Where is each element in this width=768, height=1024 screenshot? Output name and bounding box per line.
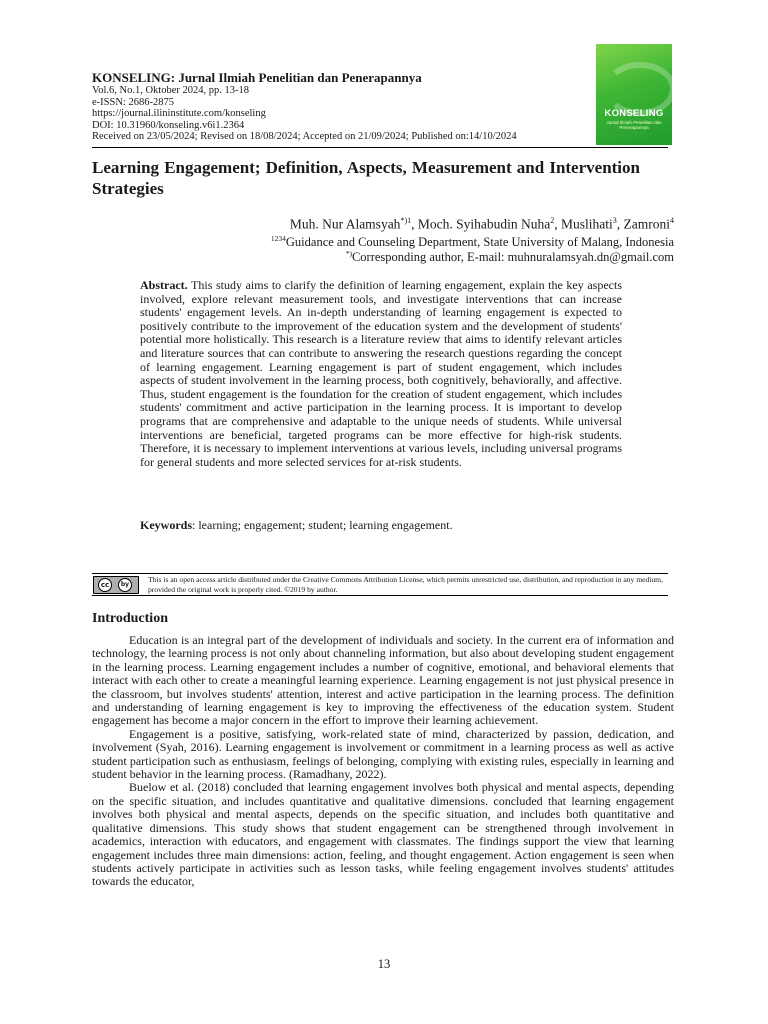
journal-cover-image [596, 44, 672, 145]
doi[interactable]: DOI: 10.31960/konseling.v6i1.2364 [92, 119, 245, 131]
author-sup: 3 [612, 216, 617, 225]
keywords [140, 518, 453, 532]
journal-url[interactable]: https://journal.ilininstitute.com/konseling [92, 108, 266, 120]
corresponding-sup: *) [345, 249, 352, 258]
attribution-icon: by [118, 578, 132, 592]
eissn: e-ISSN: 2686-2875 [92, 96, 174, 108]
abstract [140, 279, 622, 469]
introduction-body [92, 634, 674, 889]
author-name: Moch. Syihabudin Nuha [417, 216, 551, 232]
cover-journal-name: KONSELING [604, 108, 664, 119]
keywords-label: Keywords [140, 518, 192, 532]
author-sup: *)1 [400, 216, 412, 225]
author-name: Zamroni [623, 216, 670, 232]
article-title: Learning Engagement; Definition, Aspects, Measurement and Intervention Strategies [92, 158, 640, 198]
abstract-text: This study aims to clarify the definition of learning engagement, explain the key aspects involved, explore relevant measurement tools, and investigate interventions that can increase students' engagement levels. An in-depth understanding of learning engagement is expected to positively contribute to the improvement of the education system and the development of students' potential more holistically. This research is a literature review that aims to identify relevant articles and literature sources that can contribute to answering the research questions regarding the concept of learning engagement. Learning engagement is part of student engagement, which includes aspects of student involvement in the learning process, both cognitively, behaviorally, and affective. Thus, student engagement is the foundation for the creation of student engagement, which includes students' commitment and active participation in the learning process. It is important to develop programs that are comprehensive and adaptable to the unique needs of students. While universal interventions are beneficial, targeted programs can be more effective for high-risk students. Therefore, it is necessary to implement interventions at various levels, including universal programs for general students and more selected services for at-risk students. [140, 278, 622, 469]
journal-title: KONSELING: Jurnal Ilmiah Penelitian dan Penerapannya [92, 70, 422, 85]
affiliation-sup: 1234 [270, 234, 286, 243]
paragraph: Engagement is a positive, satisfying, work-related state of mind, characterized by passion, dedication, and involvement (Syah, 2016). Learning engagement is involvement or commitment in a learning process as well as active student participation such as enthusiasm, feelings of belonging, complying with existing rules, especially in learning and student behavior in the learning process. (Ramadhany, 2022). [92, 726, 674, 782]
author-list: Muh. Nur Alamsyah$^{*)1}$, Moch. Syihabudin Nuha$^2$, Muslihati$^3$, Zamroni$^4$ [289, 216, 674, 232]
header-divider [92, 147, 668, 148]
author-sup: 4 [670, 216, 674, 225]
journal-header [92, 70, 572, 143]
corresponding-author [346, 247, 674, 264]
author-name: Muslihati [560, 216, 613, 232]
abstract-label: Abstract. [140, 278, 188, 292]
corresponding-text: Corresponding author, E-mail: muhnuralamsyah.dn@gmail.com [351, 250, 674, 265]
page-number: 13 [377, 957, 391, 971]
affiliation-text: Guidance and Counseling Department, State University of Malang, Indonesia [285, 235, 674, 250]
license-notice [92, 573, 668, 596]
cover-journal-subtitle: Jurnal Ilmiah Penelitian dan Penerapannya [606, 120, 662, 130]
author-sup: 2 [550, 216, 555, 225]
cc-icon: cc [98, 578, 112, 592]
license-text: This is an open access article distributed under the Creative Commons Attribution License, which permits unrestricted use, distribution, and reproduction in any medium, provided the original work is properly cited. ©2019 by author. [148, 575, 663, 594]
cc-by-badge[interactable] [93, 576, 139, 594]
section-heading-introduction: Introduction [92, 611, 168, 626]
volume-info: Vol.6, No.1, Oktober 2024, pp. 13-18 [92, 85, 250, 96]
keywords-text: : learning; engagement; student; learning engagement. [192, 518, 453, 532]
paragraph: Education is an integral part of the development of individuals and society. In the current era of information and technology, the learning process is not only about channeling information, but also about developing student engagement in the learning process. Learning engagement includes a number of cognitive, emotional, and behavioral elements that interact with each other to create a meaningful learning experience. Learning engagement is not just physical presence in the classroom, but involves students' attention, interest and active participation in the learning process. The definition and understanding of learning engagement is key to improving the effectiveness of the education system. Student engagement has become a major concern in the effort to improve their learning achievement. [92, 633, 674, 728]
paragraph: Buelow et al. (2018) concluded that learning engagement involves both physical and mental aspects, depending on the specific situation, and includes quantitative and qualitative dimensions. concluded that learning engagement involves both physical and mental aspects, depends on the specific situation, and includes both quantitative and qualitative dimensions. This study shows that student engagement can be strengthened through involvement in academics, interaction with educators, and engagement with classmates. The findings support the view that learning engagement includes three main dimensions: action, feeling, and thought engagement. Action engagement is seen when students actively participate in activities such as lesson tasks, while feeling engagement involves students' attitudes towards the educator, [92, 780, 674, 889]
article-dates: Received on 23/05/2024; Revised on 18/08/2024; Accepted on 21/09/2024; Published on:14/10/2024 [92, 131, 517, 143]
author-name: Muh. Nur Alamsyah [289, 216, 401, 232]
